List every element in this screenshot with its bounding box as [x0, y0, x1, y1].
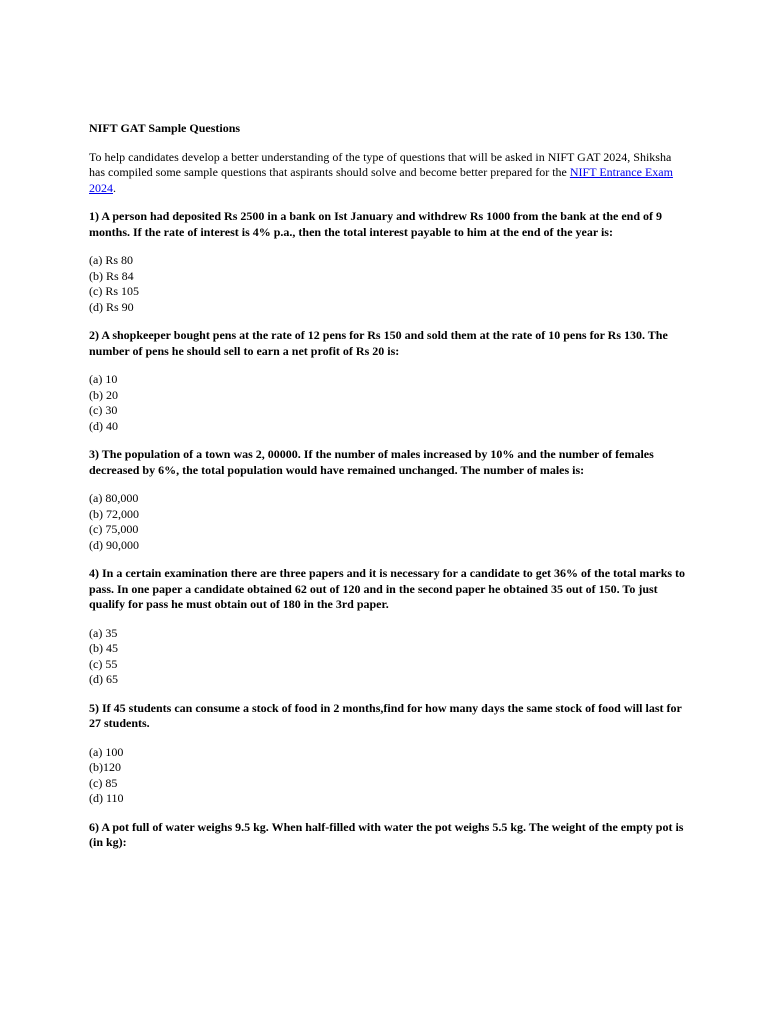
option-4d: (d) 65 [89, 672, 118, 686]
option-5d: (d) 110 [89, 791, 124, 805]
option-4b: (b) 45 [89, 641, 118, 655]
option-5b: (b)120 [89, 760, 121, 774]
option-4c: (c) 55 [89, 656, 118, 671]
option-5c: (c) 85 [89, 775, 118, 790]
question-3: 3) The population of a town was 2, 00000. If the number of males increased by 10% and the number of females decreased by 6%, the total population would have remained unchanged. The number of males is: [89, 447, 654, 477]
option-3d: (d) 90,000 [89, 537, 139, 552]
question-5: 5) If 45 students can consume a stock of food in 2 months,find for how many days the same stock of food will last for 27 students. [89, 700, 682, 730]
option-2c: (c) 30 [89, 403, 118, 417]
options-question-3 [89, 491, 689, 553]
intro-text: To help candidates develop a better understanding of the type of questions that will be asked in NIFT GAT 2024, Shiksha has compiled some sample questions that aspirants should solve and become better prepared for the [89, 149, 672, 179]
question-6: 6) A pot full of water weighs 9.5 kg. When half-filled with water the pot weighs 5.5 kg. The weight of the empty pot is (in kg): [89, 819, 684, 849]
document-page [89, 121, 689, 864]
question-4: 4) In a certain examination there are three papers and it is necessary for a candidate to get 36% of the total marks to pass. In one paper a candidate obtained 62 out of 120 and in the second paper he obtained 35 out of 150. To just qualify for pass he must obtain out of 180 in the 3rd paper. [89, 566, 686, 611]
options-question-1 [89, 253, 689, 315]
option-2b: (b) 20 [89, 387, 118, 402]
question-2: 2) A shopkeeper bought pens at the rate of 12 pens for Rs 150 and sold them at the rate of 10 pens for Rs 130. The number of pens he should sell to earn a net profit of Rs 20 is: [89, 328, 668, 358]
nift-entrance-exam-link[interactable]: NIFT Entrance Exam 2024 [89, 165, 673, 195]
question-1: 1) A person had deposited Rs 2500 in a bank on Ist January and withdrew Rs 1000 from the bank at the end of 9 months. If the rate of interest is 4% p.a., then the total interest payable to him at the end of the year is: [89, 209, 662, 239]
options-question-2 [89, 372, 689, 434]
option-3b: (b) 72,000 [89, 506, 139, 521]
option-3c: (c) 75,000 [89, 522, 139, 536]
option-2d: (d) 40 [89, 418, 118, 433]
option-1a: (a) Rs 80 [89, 253, 133, 267]
option-1b: (b) Rs 84 [89, 268, 134, 283]
options-question-5 [89, 745, 689, 807]
options-question-4 [89, 626, 689, 688]
intro-end: . [113, 180, 116, 195]
option-4a: (a) 35 [89, 625, 118, 640]
intro-paragraph [89, 150, 689, 197]
option-5a: (a) 100 [89, 744, 124, 759]
option-1c: (c) Rs 105 [89, 284, 139, 298]
option-1d: (d) Rs 90 [89, 299, 134, 314]
document-title: NIFT GAT Sample Questions [89, 121, 241, 135]
option-3a: (a) 80,000 [89, 491, 139, 505]
option-2a: (a) 10 [89, 372, 118, 386]
